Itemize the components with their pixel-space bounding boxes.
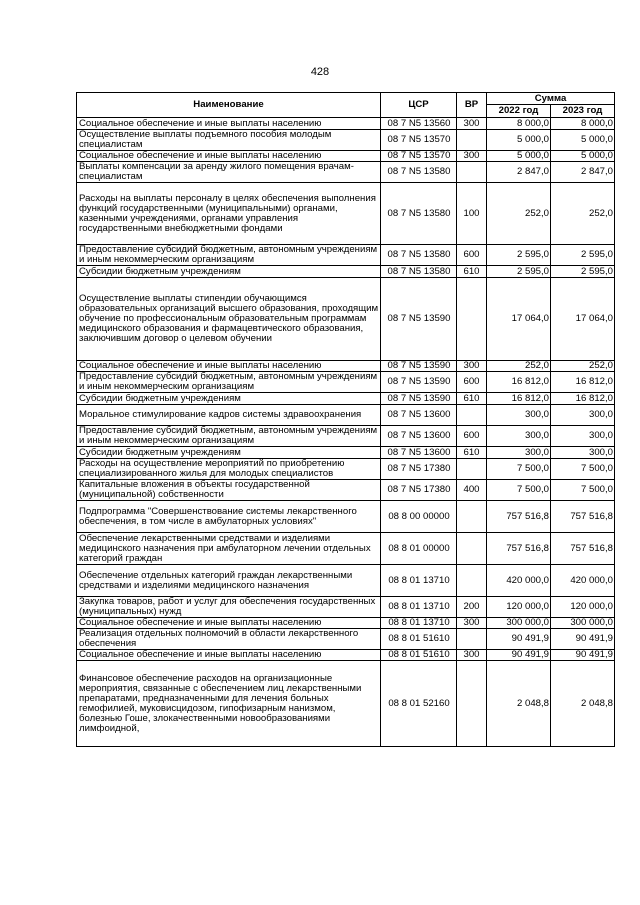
row-sum-2022: 17 064,0 [487, 278, 551, 361]
row-vr: 600 [457, 372, 487, 393]
row-sum-2023: 8 000,0 [551, 118, 615, 130]
row-sum-2022: 5 000,0 [487, 151, 551, 162]
row-csr: 08 8 01 52160 [381, 661, 457, 747]
row-sum-2023: 300,0 [551, 426, 615, 447]
row-csr: 08 8 01 51610 [381, 650, 457, 661]
row-vr [457, 629, 487, 650]
row-name: Субсидии бюджетным учреждениям [77, 393, 381, 405]
row-csr: 08 7 N5 13600 [381, 447, 457, 459]
header-name: Наименование [77, 93, 381, 118]
row-vr: 600 [457, 245, 487, 266]
row-sum-2022: 120 000,0 [487, 597, 551, 618]
row-csr: 08 7 N5 13570 [381, 130, 457, 151]
row-vr: 100 [457, 183, 487, 245]
row-name: Социальное обеспечение и иные выплаты населению [77, 618, 381, 629]
row-name: Реализация отдельных полномочий в области лекарственного обеспечения [77, 629, 381, 650]
table-row [77, 278, 615, 361]
row-csr: 08 7 N5 13570 [381, 151, 457, 162]
table-row [77, 405, 615, 426]
row-sum-2023: 90 491,9 [551, 629, 615, 650]
row-csr: 08 7 N5 13590 [381, 278, 457, 361]
row-name: Расходы на выплаты персоналу в целях обеспечения выполнения функций государственными (муниципальными) органами, казенными учреждениями, органами управления государственными внебюджетными фондами [77, 183, 381, 245]
row-sum-2023: 300 000,0 [551, 618, 615, 629]
row-sum-2023: 252,0 [551, 183, 615, 245]
table-row [77, 393, 615, 405]
row-sum-2022: 300,0 [487, 447, 551, 459]
row-vr [457, 130, 487, 151]
row-vr: 300 [457, 118, 487, 130]
table-row [77, 245, 615, 266]
table-row [77, 151, 615, 162]
row-vr [457, 162, 487, 183]
row-csr: 08 8 01 51610 [381, 629, 457, 650]
row-sum-2023: 16 812,0 [551, 372, 615, 393]
header-year-2022: 2022 год [487, 105, 551, 118]
row-name: Социальное обеспечение и иные выплаты населению [77, 118, 381, 130]
row-sum-2022: 7 500,0 [487, 480, 551, 501]
row-name: Финансовое обеспечение расходов на организационные мероприятия, связанные с обеспечением лиц лекарственными препаратами, предназначенными для лечения больных гемофилией, муковисцидозом, гипофизарным нанизмом, болезнью Гоше, злокачественными новообразованиями лимфоидной, [77, 661, 381, 747]
row-sum-2023: 5 000,0 [551, 130, 615, 151]
row-sum-2022: 300 000,0 [487, 618, 551, 629]
row-csr: 08 7 N5 13590 [381, 372, 457, 393]
row-sum-2022: 757 516,8 [487, 501, 551, 533]
row-sum-2023: 16 812,0 [551, 393, 615, 405]
row-csr: 08 7 N5 13600 [381, 405, 457, 426]
row-vr [457, 278, 487, 361]
row-sum-2023: 2 595,0 [551, 266, 615, 278]
row-name: Обеспечение отдельных категорий граждан лекарственными средствами и изделиями медицинского назначения [77, 565, 381, 597]
table-row [77, 565, 615, 597]
row-name: Осуществление выплаты подъемного пособия молодым специалистам [77, 130, 381, 151]
row-csr: 08 8 01 00000 [381, 533, 457, 565]
table-row [77, 361, 615, 372]
table-header [77, 93, 615, 118]
row-sum-2022: 90 491,9 [487, 629, 551, 650]
table-row [77, 650, 615, 661]
row-sum-2022: 16 812,0 [487, 372, 551, 393]
row-vr: 300 [457, 650, 487, 661]
row-csr: 08 7 N5 13590 [381, 393, 457, 405]
row-vr [457, 565, 487, 597]
row-sum-2022: 2 048,8 [487, 661, 551, 747]
row-csr: 08 8 01 13710 [381, 597, 457, 618]
row-sum-2023: 5 000,0 [551, 151, 615, 162]
row-sum-2023: 2 847,0 [551, 162, 615, 183]
budget-table [76, 92, 615, 747]
row-name: Субсидии бюджетным учреждениям [77, 447, 381, 459]
table-body [77, 118, 615, 747]
header-sum: Сумма [487, 93, 615, 105]
row-csr: 08 7 N5 17380 [381, 480, 457, 501]
table-row [77, 533, 615, 565]
row-vr: 200 [457, 597, 487, 618]
table-row [77, 629, 615, 650]
row-sum-2023: 7 500,0 [551, 480, 615, 501]
row-sum-2023: 252,0 [551, 361, 615, 372]
row-sum-2023: 120 000,0 [551, 597, 615, 618]
row-vr: 300 [457, 151, 487, 162]
row-csr: 08 7 N5 13600 [381, 426, 457, 447]
row-sum-2023: 7 500,0 [551, 459, 615, 480]
table-row [77, 597, 615, 618]
row-name: Капитальные вложения в объекты государственной (муниципальной) собственности [77, 480, 381, 501]
header-csr: ЦСР [381, 93, 457, 118]
row-name: Предоставление субсидий бюджетным, автономным учреждениям и иным некоммерческим организациям [77, 426, 381, 447]
table-row [77, 130, 615, 151]
row-sum-2022: 90 491,9 [487, 650, 551, 661]
row-sum-2023: 757 516,8 [551, 533, 615, 565]
row-vr: 300 [457, 361, 487, 372]
table-row [77, 118, 615, 130]
row-csr: 08 7 N5 17380 [381, 459, 457, 480]
row-vr [457, 459, 487, 480]
row-vr: 610 [457, 447, 487, 459]
row-name: Моральное стимулирование кадров системы здравоохранения [77, 405, 381, 426]
table-row [77, 480, 615, 501]
table-row [77, 266, 615, 278]
table-row [77, 459, 615, 480]
row-sum-2022: 252,0 [487, 361, 551, 372]
row-name: Осуществление выплаты стипендии обучающимся образовательных организаций высшего образования, проходящим обучение по профессиональным образовательным программам медицинского образования и фармацевтического образования, заключившим договор о целевом обучении [77, 278, 381, 361]
row-name: Субсидии бюджетным учреждениям [77, 266, 381, 278]
row-csr: 08 8 01 13710 [381, 565, 457, 597]
row-sum-2022: 252,0 [487, 183, 551, 245]
table-row [77, 162, 615, 183]
row-sum-2023: 17 064,0 [551, 278, 615, 361]
row-sum-2022: 5 000,0 [487, 130, 551, 151]
row-csr: 08 7 N5 13590 [381, 361, 457, 372]
row-sum-2023: 300,0 [551, 447, 615, 459]
row-sum-2022: 2 595,0 [487, 266, 551, 278]
row-vr [457, 533, 487, 565]
row-name: Предоставление субсидий бюджетным, автономным учреждениям и иным некоммерческим организациям [77, 245, 381, 266]
row-csr: 08 8 00 00000 [381, 501, 457, 533]
header-year-2023: 2023 год [551, 105, 615, 118]
header-vr: ВР [457, 93, 487, 118]
row-csr: 08 7 N5 13580 [381, 266, 457, 278]
row-sum-2022: 757 516,8 [487, 533, 551, 565]
row-vr: 400 [457, 480, 487, 501]
row-sum-2023: 2 048,8 [551, 661, 615, 747]
row-sum-2022: 8 000,0 [487, 118, 551, 130]
table-row [77, 372, 615, 393]
row-sum-2022: 420 000,0 [487, 565, 551, 597]
row-sum-2022: 2 847,0 [487, 162, 551, 183]
row-name: Социальное обеспечение и иные выплаты населению [77, 361, 381, 372]
row-sum-2022: 300,0 [487, 426, 551, 447]
row-csr: 08 7 N5 13580 [381, 183, 457, 245]
row-csr: 08 7 N5 13560 [381, 118, 457, 130]
row-vr: 600 [457, 426, 487, 447]
page-number: 428 [310, 66, 330, 78]
row-name: Социальное обеспечение и иные выплаты населению [77, 151, 381, 162]
table-row [77, 661, 615, 747]
row-name: Закупка товаров, работ и услуг для обеспечения государственных (муниципальных) нужд [77, 597, 381, 618]
table-row [77, 426, 615, 447]
row-vr: 300 [457, 618, 487, 629]
row-csr: 08 8 01 13710 [381, 618, 457, 629]
row-vr [457, 661, 487, 747]
row-sum-2023: 300,0 [551, 405, 615, 426]
row-name: Подпрограмма "Совершенствование системы лекарственного обеспечения, в том числе в амбулаторных условиях" [77, 501, 381, 533]
row-vr [457, 501, 487, 533]
row-csr: 08 7 N5 13580 [381, 162, 457, 183]
row-sum-2023: 757 516,8 [551, 501, 615, 533]
row-sum-2023: 420 000,0 [551, 565, 615, 597]
row-sum-2022: 7 500,0 [487, 459, 551, 480]
row-name: Расходы на осуществление мероприятий по приобретению специализированного жилья для молодых специалистов [77, 459, 381, 480]
row-vr: 610 [457, 266, 487, 278]
table-row [77, 447, 615, 459]
table-row [77, 618, 615, 629]
row-csr: 08 7 N5 13580 [381, 245, 457, 266]
row-sum-2022: 300,0 [487, 405, 551, 426]
row-vr [457, 405, 487, 426]
row-sum-2023: 90 491,9 [551, 650, 615, 661]
row-name: Обеспечение лекарственными средствами и изделиями медицинского назначения при амбулаторном лечении отдельных категорий граждан [77, 533, 381, 565]
row-sum-2023: 2 595,0 [551, 245, 615, 266]
table-row [77, 501, 615, 533]
row-sum-2022: 16 812,0 [487, 393, 551, 405]
table-row [77, 183, 615, 245]
row-name: Социальное обеспечение и иные выплаты населению [77, 650, 381, 661]
row-name: Предоставление субсидий бюджетным, автономным учреждениям и иным некоммерческим организациям [77, 372, 381, 393]
row-vr: 610 [457, 393, 487, 405]
row-name: Выплаты компенсации за аренду жилого помещения врачам-специалистам [77, 162, 381, 183]
row-sum-2022: 2 595,0 [487, 245, 551, 266]
